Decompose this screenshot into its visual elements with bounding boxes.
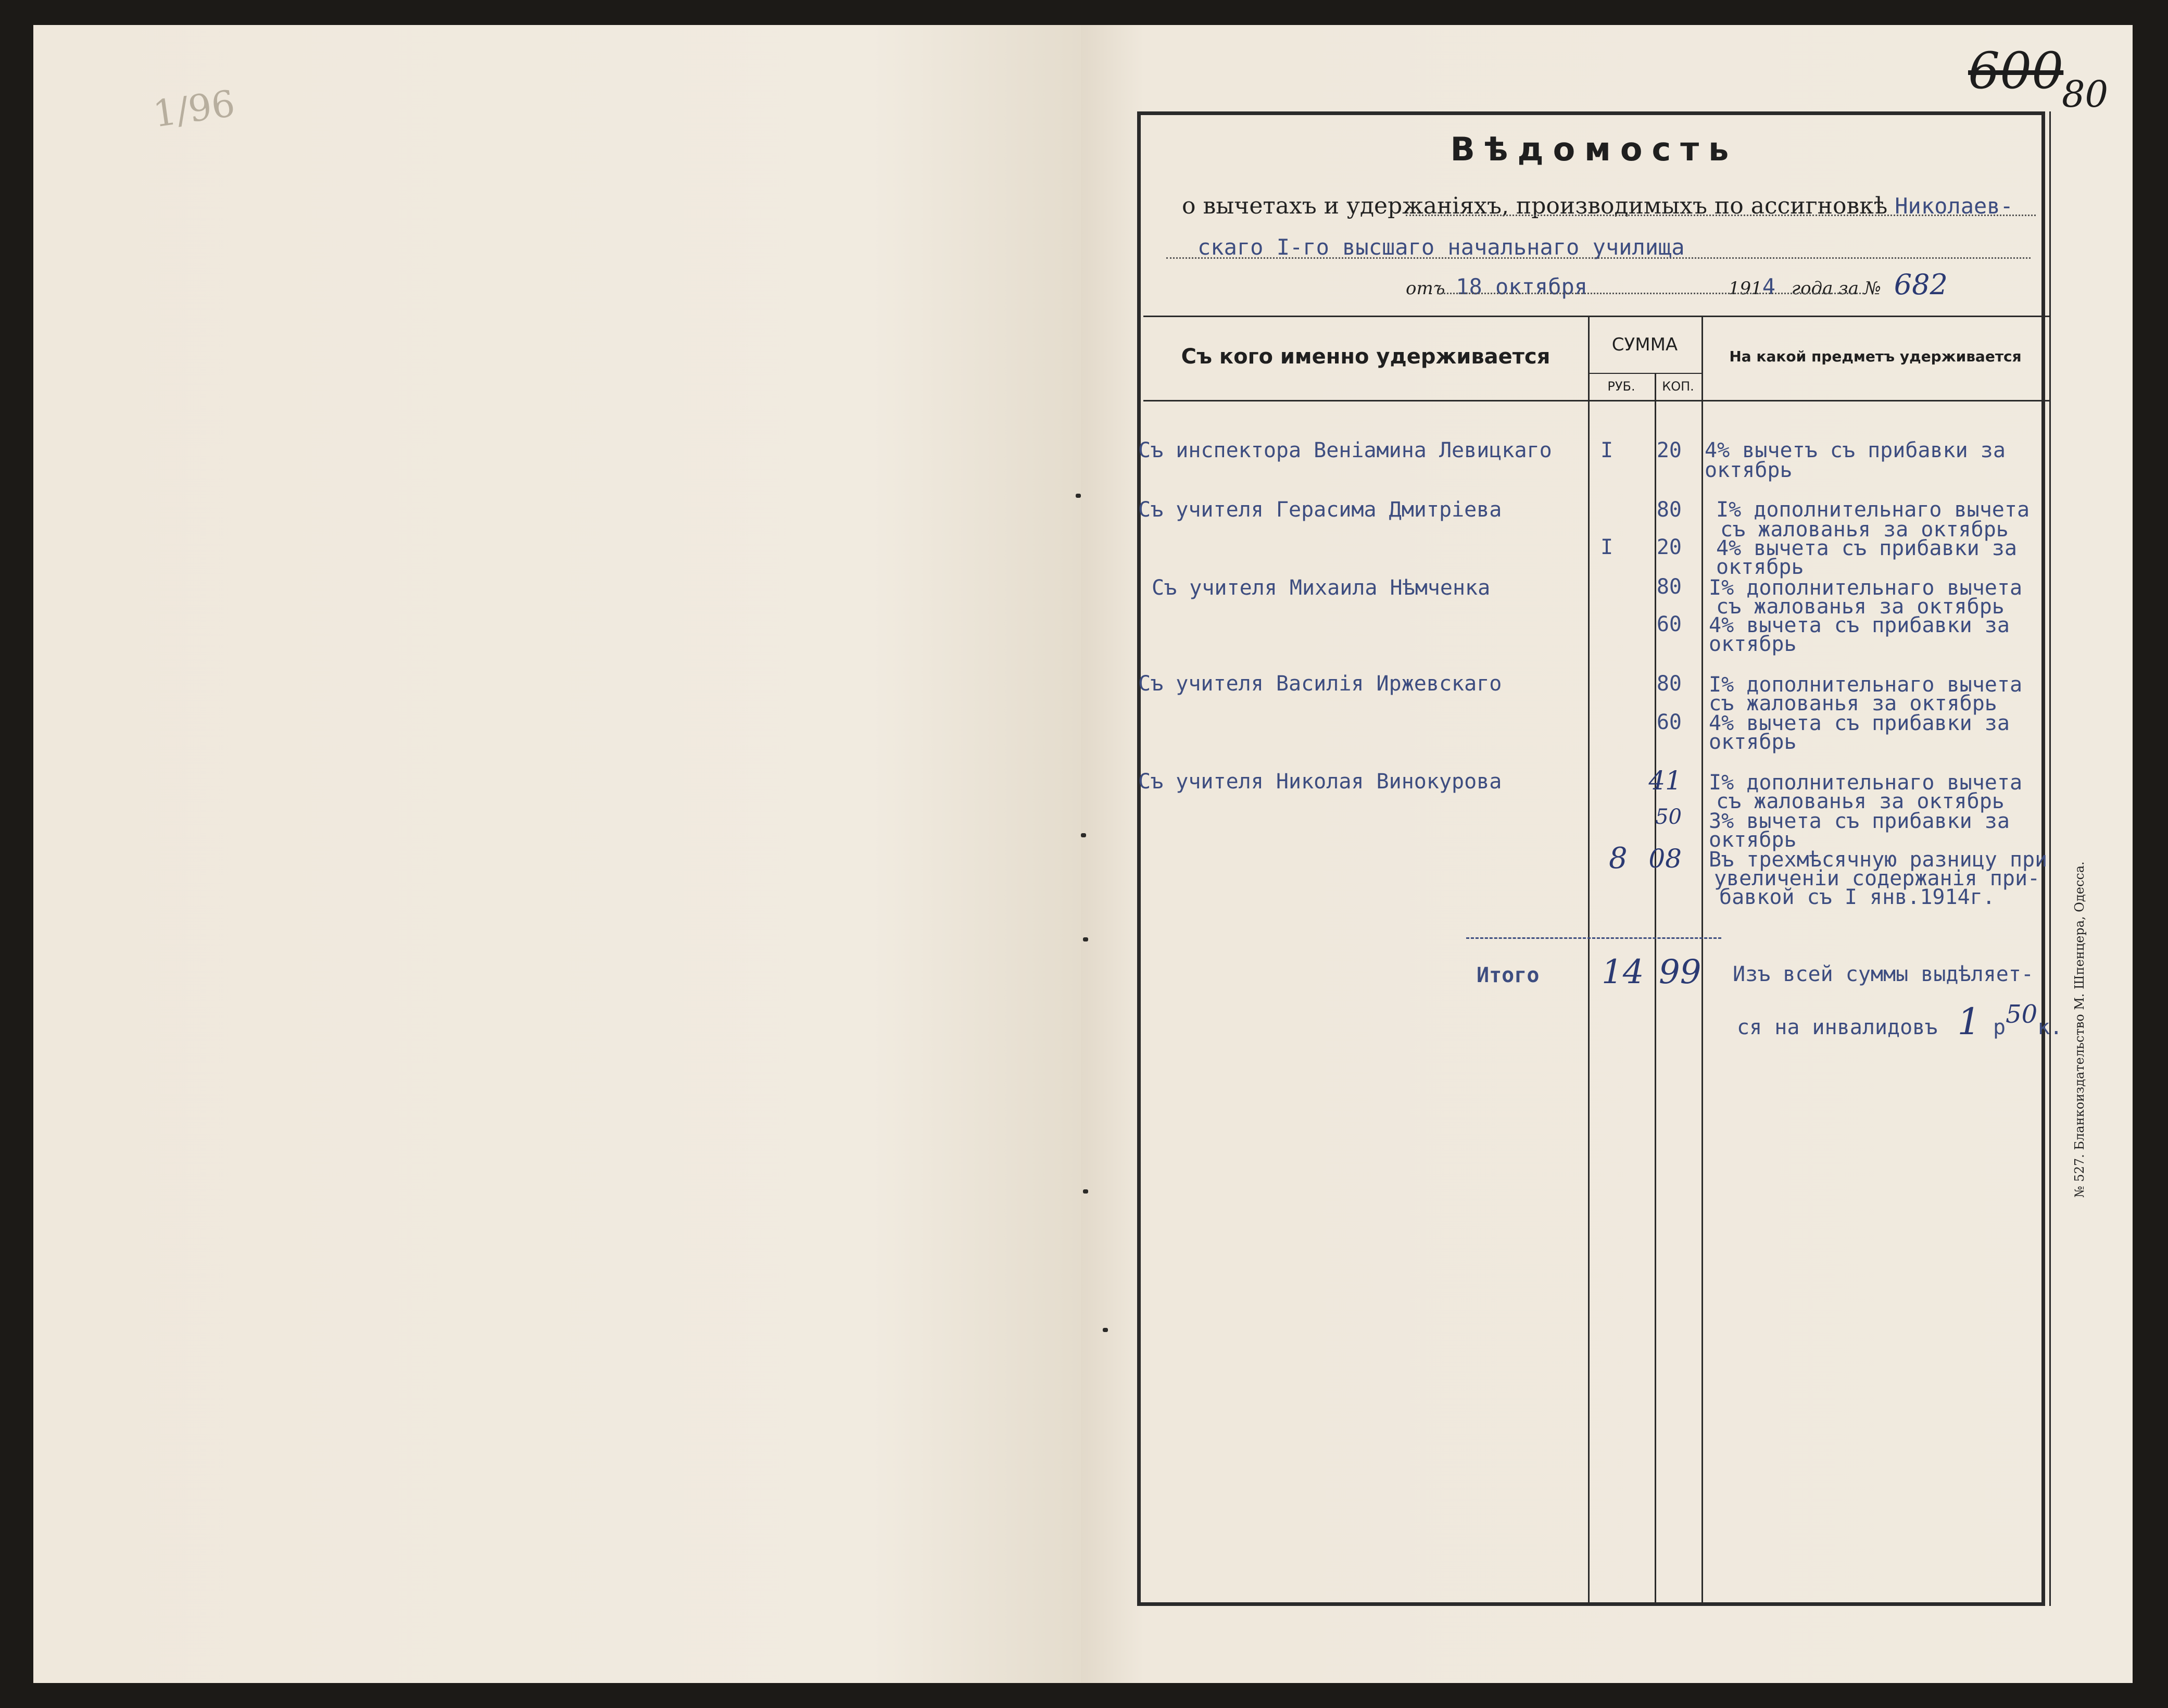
row-subject: I% дополнительнаго вычета [1709, 576, 2023, 600]
row-rub: I [1600, 535, 1614, 559]
col-subject-header: На какой предметъ удерживается [1729, 348, 2022, 365]
row-subject: 4% вычета съ прибавки за [1709, 613, 2010, 637]
page-number-struck: 600 [1968, 42, 2064, 100]
total-dashed-rule [1466, 937, 1721, 939]
dotted-rule [1437, 293, 1864, 294]
col-sum-header: СУММА [1611, 334, 1678, 355]
col-rub-header: РУБ. [1607, 379, 1635, 394]
corner-pencil-note: 1/96 [150, 82, 238, 136]
binding-hole [1103, 1328, 1108, 1332]
invalid-kop: 50 [2006, 1000, 2038, 1029]
binding-hole [1081, 833, 1086, 837]
row-subject: октябрь [1716, 555, 1804, 579]
row-rub: I [1600, 438, 1614, 462]
invalid-rub: 1 [1957, 1000, 1981, 1043]
row-subject: съ жалованья за октябрь [1716, 595, 2005, 619]
dotted-rule [1406, 215, 2036, 216]
row-name: Съ учителя Герасима Дмитріева [1138, 498, 1502, 522]
table-top-rule [1143, 316, 2049, 317]
binding-hole [1076, 494, 1081, 498]
row-name: Съ учителя Василія Иржевскаго [1138, 672, 1502, 696]
total-kop: 99 [1659, 953, 1701, 991]
col-divider-sum [1588, 316, 1590, 1606]
row-kop: 80 [1656, 575, 1682, 599]
total-label: Итого [1477, 963, 1540, 987]
row-kop: 80 [1656, 498, 1682, 522]
row-subject: 3% вычета съ прибавки за [1709, 809, 2010, 833]
page-number: 80 [2062, 73, 2109, 116]
printer-imprint: № 527. Бланкоиздательство М. Шпенцера, Одесса. [2072, 861, 2087, 1198]
sum-sub-rule [1588, 373, 1703, 374]
invalid-note-line-1: Изъ всей суммы выдѣляет- [1733, 962, 2034, 986]
row-subject: октябрь [1709, 632, 1797, 656]
col-kop-header: КОП. [1662, 379, 1694, 394]
row-name: Съ инспектора Веніамина Левицкаго [1138, 438, 1552, 462]
row-rub: 8 [1609, 842, 1628, 875]
row-subject: 4% вычета съ прибавки за [1709, 711, 2010, 735]
row-subject: съ жалованья за октябрь [1716, 789, 2005, 813]
row-kop: 60 [1656, 710, 1682, 734]
document-title: Вѣдомость [1450, 130, 1738, 168]
form-right-rule [2049, 111, 2051, 1606]
row-subject: I% дополнительнаго вычета [1709, 771, 2023, 795]
row-subject: I% дополнительнаго вычета [1709, 673, 2023, 697]
invalid-note-line-2: ся на инвалидовъ 1 р50к. [1737, 1000, 2063, 1043]
row-kop: 60 [1656, 612, 1682, 636]
row-subject: Въ трехмѣсячную разницу при [1709, 848, 2048, 872]
row-kop: 20 [1656, 535, 1682, 559]
date-line: отъ 18 октября 1914 года за № 682 [1406, 268, 1948, 301]
row-subject: I% дополнительнаго вычета [1716, 498, 2030, 522]
row-kop: 20 [1656, 438, 1682, 462]
col-from-whom-header: Съ кого именно удерживается [1181, 345, 1551, 369]
left-page [33, 25, 1081, 1683]
table-header-rule [1143, 400, 2049, 401]
row-subject: бавкой съ I янв.1914г. [1719, 885, 1995, 909]
row-kop: 80 [1656, 672, 1682, 696]
total-rub: 14 [1602, 953, 1644, 991]
assignment-number: 682 [1894, 268, 1948, 301]
assignment-line-2: скаго I-го высшаго начальнаго училища [1198, 234, 1685, 260]
row-subject: съ жалованья за октябрь [1709, 692, 1997, 715]
row-name: Съ учителя Михаила Нѣмченка [1152, 576, 1491, 600]
row-subject: октябрь [1709, 828, 1797, 852]
row-name: Съ учителя Николая Винокурова [1138, 770, 1502, 794]
row-subject: октябрь [1709, 730, 1797, 754]
row-kop: 41 [1648, 765, 1682, 796]
binding-hole [1083, 1189, 1088, 1194]
row-kop: 08 [1648, 844, 1682, 874]
col-divider-subject [1701, 316, 1703, 1606]
row-subject: 4% вычетъ съ прибавки за [1705, 438, 2006, 462]
row-subject: 4% вычета съ прибавки за [1716, 536, 2017, 560]
row-subject: съ жалованья за октябрь [1720, 518, 2009, 542]
binding-hole [1083, 937, 1088, 941]
document-subtitle: о вычетахъ и удержаніяхъ, производимыхъ по ассигновкѣ Николаев- [1182, 193, 2013, 219]
row-subject: октябрь [1705, 458, 1793, 482]
date-value: 18 октября [1456, 274, 1588, 299]
dotted-rule [1166, 257, 2031, 259]
row-subject: увеличеніи содержанія при- [1714, 866, 2040, 890]
row-kop: 50 [1655, 805, 1682, 829]
assignment-line-1: Николаев- [1895, 193, 2013, 219]
